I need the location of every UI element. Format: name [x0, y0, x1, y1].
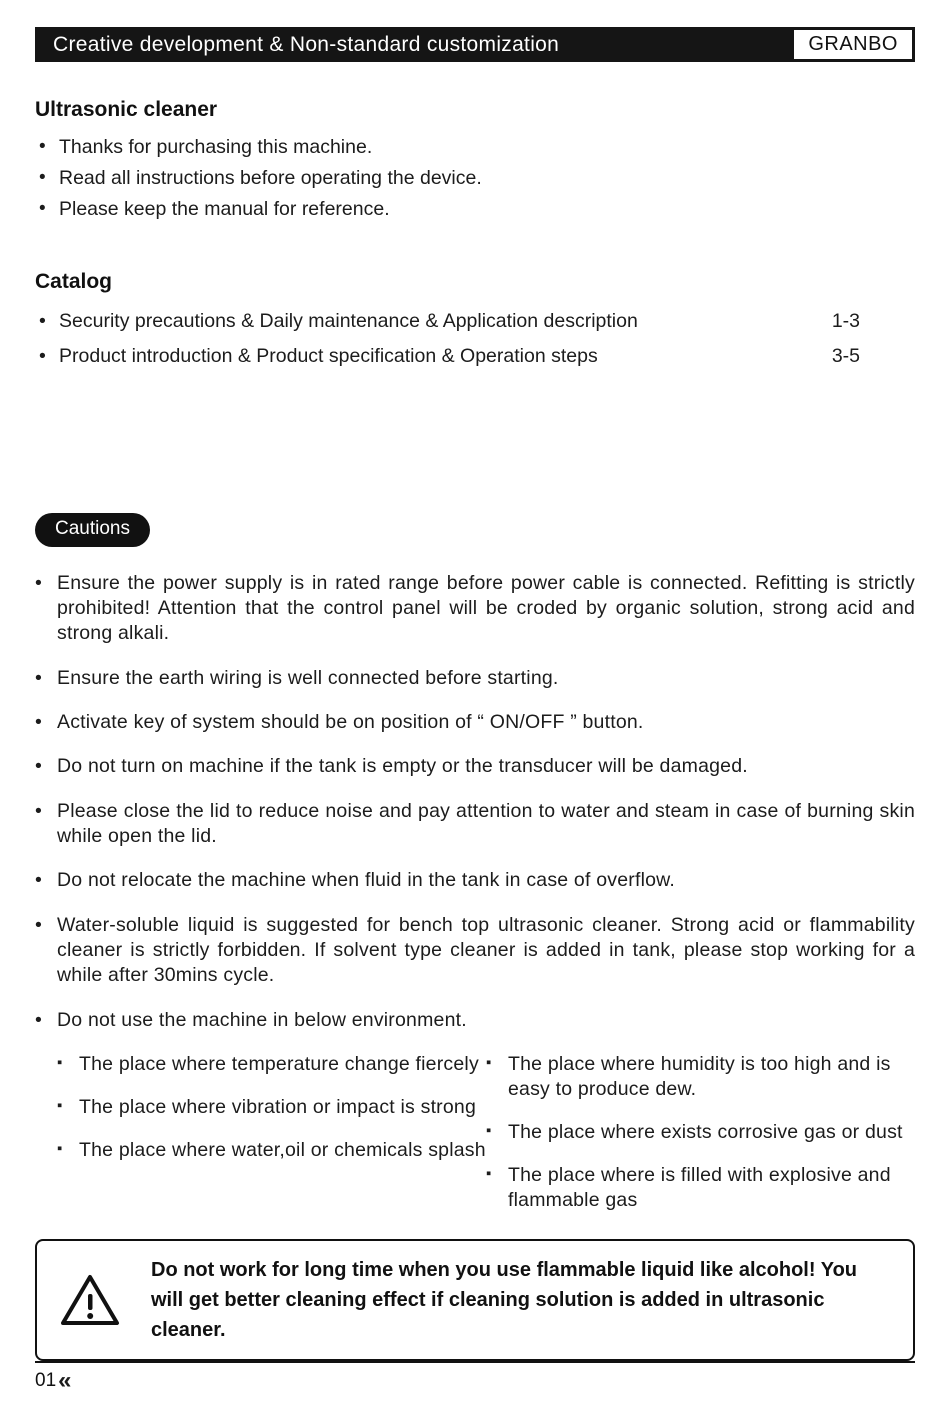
catalog-entry [35, 339, 915, 373]
caution-item: • Do not turn on machine if the tank is empty or the transducer will be damaged. [35, 754, 915, 779]
intro-list [35, 132, 915, 224]
back-chevrons-icon: « [58, 1366, 70, 1394]
catalog-entry-text: • Security precautions & Daily maintenance & Application description [59, 310, 638, 333]
warning-box [35, 1239, 915, 1361]
cautions-list [35, 571, 915, 1033]
header-bar [35, 27, 915, 62]
catalog-entry [35, 304, 915, 338]
catalog-entry-text: • Product introduction & Product specification & Operation steps [59, 344, 598, 367]
intro-section [35, 98, 915, 224]
list-item: • Read all instructions before operating the device. [35, 163, 915, 194]
cautions-badge: Cautions [35, 513, 150, 547]
warning-triangle-icon [55, 1272, 125, 1328]
environment-grid [35, 1052, 915, 1231]
cautions-section [35, 513, 915, 1231]
catalog-heading: Catalog [35, 270, 113, 294]
caution-item: • Do not relocate the machine when fluid in the tank in case of overflow. [35, 868, 915, 893]
caution-item: • Please close the lid to reduce noise and pay attention to water and steam in case of burning skin while open the lid. [35, 799, 915, 850]
list-item: • Please keep the manual for reference. [35, 194, 915, 225]
header-title: Creative development & Non-standard customization [53, 32, 560, 56]
warning-text: Do not work for long time when you use flammable liquid like alcohol! You will get better cleaning effect if cleaning solution is added in ultrasonic cleaner. [151, 1258, 857, 1341]
intro-heading: Ultrasonic cleaner [35, 98, 218, 121]
caution-item: • Activate key of system should be on position of “ ON/OFF ” button. [35, 710, 915, 735]
environment-column-left [57, 1052, 486, 1231]
list-item: • Thanks for purchasing this machine. [35, 132, 915, 163]
brand-logo: GRANBO [794, 30, 912, 59]
catalog-section [35, 270, 915, 372]
environment-item: ▪ The place where vibration or impact is strong [57, 1095, 486, 1120]
catalog-entry-pages: 3-5 [831, 344, 860, 367]
page-number: 01 [35, 1369, 57, 1391]
environment-item: ▪ The place where humidity is too high and is easy to produce dew. [486, 1052, 915, 1102]
caution-item: • Ensure the power supply is in rated range before power cable is connected. Refitting is strictly prohibited! Attention that the control panel will be croded by organic solution, strong acid and strong alkali. [35, 571, 915, 647]
caution-item: • Do not use the machine in below environment. [35, 1008, 915, 1033]
catalog-entry-pages: 1-3 [831, 310, 860, 333]
caution-item: • Water-soluble liquid is suggested for bench top ultrasonic cleaner. Strong acid or flammability cleaner is strictly forbidden. If solvent type cleaner is added in tank, please stop working for a while after 30mins cycle. [35, 913, 915, 989]
environment-item: ▪ The place where exists corrosive gas or dust [486, 1120, 915, 1145]
caution-item: • Ensure the earth wiring is well connected before starting. [35, 666, 915, 691]
environment-item: ▪ The place where water,oil or chemicals splash [57, 1138, 486, 1163]
environment-item: ▪ The place where temperature change fiercely [57, 1052, 486, 1077]
environment-item: ▪ The place where is filled with explosive and flammable gas [486, 1163, 915, 1213]
page-footer [35, 1361, 915, 1403]
environment-column-right [486, 1052, 915, 1231]
